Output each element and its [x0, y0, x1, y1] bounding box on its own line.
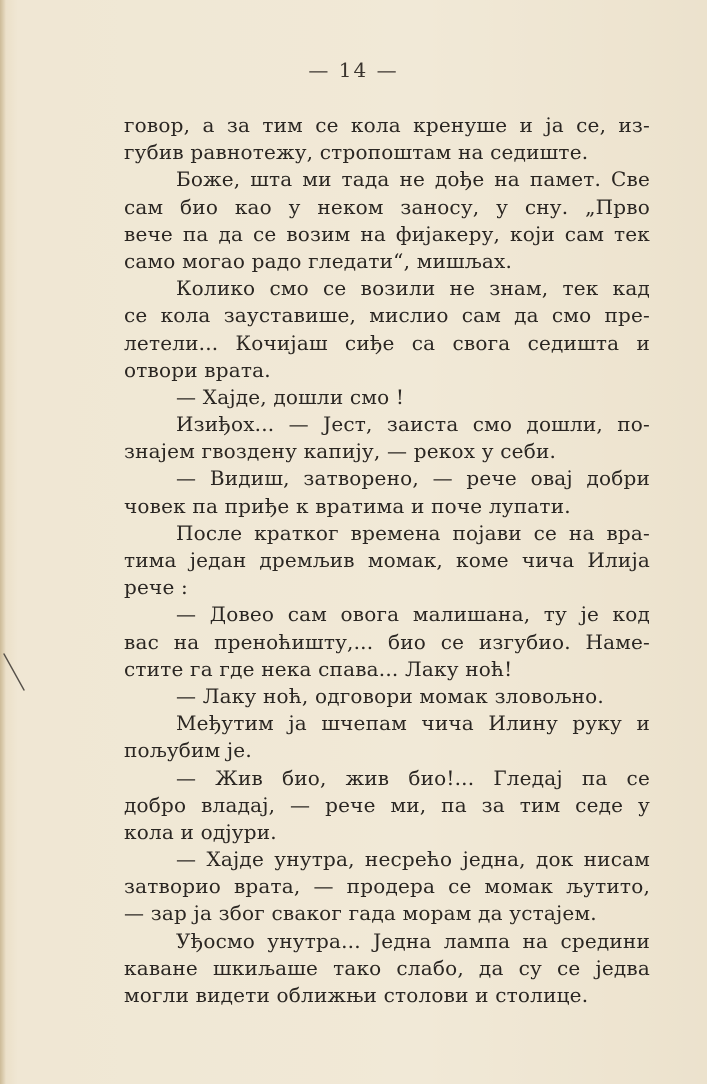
text-line: говор, а за тим се кола кренуше и ја се, из-: [124, 113, 650, 137]
text-line: сам био као у неком заносу, у сну. „Прво: [124, 194, 650, 219]
text-line: кола и одјури.: [124, 819, 277, 844]
text-line: добро владај, — рече ми, па за тим седе у: [124, 792, 650, 817]
text-line: се кола зауставише, мислио сам да смо пре-: [124, 303, 650, 328]
text-line: Изиђох... — Јест, заиста смо дошли, по-: [176, 412, 650, 437]
text-line: Уђосмо унутра... Једна лампа на средини: [176, 928, 650, 953]
text-line: могли видети оближњи столови и столице.: [124, 983, 589, 1007]
text-line: вас на преноћишту,... био се изгубио. Наме-: [124, 629, 650, 654]
text-line: пољубим је.: [124, 738, 252, 763]
text-line: човек па приђе к вратима и поче лупати.: [124, 493, 571, 518]
text-line: Колико смо се возили не знам, тек кад: [176, 276, 650, 301]
page-edge-shadow: [0, 0, 6, 1084]
pencil-mark: [2, 650, 32, 700]
text-line: рече :: [124, 575, 188, 600]
text-line: — Видиш, затворено, — рече овај добри: [176, 466, 650, 491]
text-line: Боже, шта ми тада не дође на памет. Све: [176, 167, 650, 192]
text-line: — Жив био, жив био!... Гледај па се: [176, 765, 650, 790]
body-text: [124, 112, 650, 1009]
text-line: знајем гвоздену капију, — рекох у себи.: [124, 439, 557, 464]
text-line: стите га где нека спава... Лаку ноћ!: [124, 656, 513, 681]
text-line: отвори врата.: [124, 357, 271, 382]
text-line: тима један дремљив момак, коме чича Илија: [124, 548, 650, 572]
text-line: — Лаку ноћ, одговори момак зловољно.: [176, 683, 604, 708]
text-line: После кратког времена појави се на вра-: [176, 520, 650, 545]
text-line: — зар ја због сваког гада морам да устајем.: [124, 901, 597, 926]
text-line: Међутим ја шчепам чича Илину руку и: [176, 711, 650, 736]
text-line: — Довео сам овога малишана, ту је код: [176, 602, 650, 627]
text-line: — Хајде унутра, несрећо једна, док нисам: [176, 847, 650, 872]
text-line: само могао радо гледати“, мишљах.: [124, 248, 513, 273]
page-number: — 14 —: [308, 58, 399, 82]
text-line: — Хајде, дошли смо !: [176, 384, 405, 409]
text-line: губив равнотежу, стропоштам на седиште.: [124, 140, 589, 165]
text-line: летели... Кочијаш сиђе са свога седишта и: [124, 330, 650, 355]
text-line: каване шкиљаше тако слабо, да су се једва: [124, 955, 650, 980]
text-line: вече па да се возим на фијакеру, који сам тек: [124, 221, 650, 246]
text-line: затворио врата, — продера се момак љутито,: [124, 874, 650, 899]
